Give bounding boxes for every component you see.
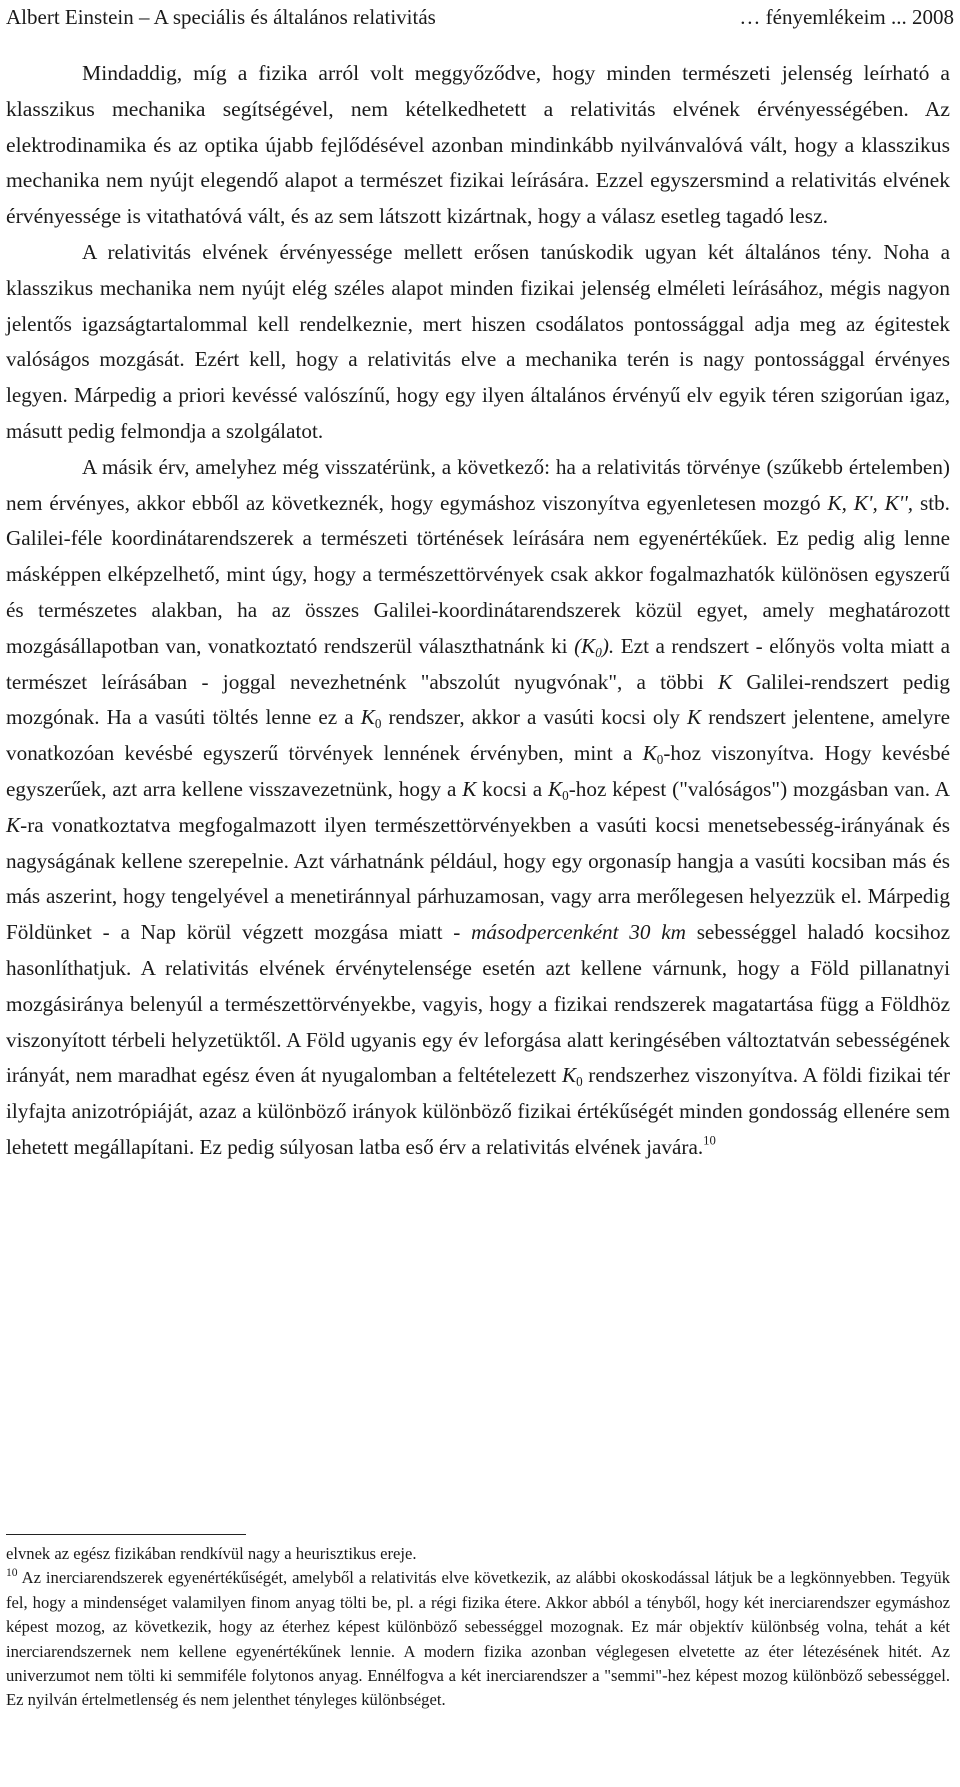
footnote-10 bbox=[6, 1566, 950, 1712]
p3-text: -ra vonatkoztatva megfogalmazott ilyen természettörvényekben a vasúti kocsi menetsebesség-irányának és nagyságának kellene szerepelnie. Azt várhatnánk például, hogy egy orgonasíp hangja a vasúti kocsiban más és más aszerint, hogy tengelyével a menetiránnyal párhuzamosan, vagy arra merőlegesen helyezzük el. Márpedig Földünket - a Nap körül végzett mozgása miatt - bbox=[6, 812, 950, 945]
footnote-continuation: elvnek az egész fizikában rendkívül nagy a heurisztikus ereje. bbox=[6, 1544, 417, 1563]
p3-text: sebességgel haladó kocsihoz hasonlíthatjuk. A relativitás elvének érvénytelensége esetén azt kellene várnunk, hogy a Föld pillanatnyi mozgásiránya belenyúl a természettörvényekbe, vagyis, hogy a fizikai rendszerek magatartása függ a Földhöz viszonyított térbeli helyzetüktől. A Föld ugyanis egy év leforgása alatt keringésében változtatván sebességének irányát, nem maradhat egész éven át nyugalomban a feltételezett bbox=[6, 920, 950, 1088]
main-text bbox=[6, 56, 950, 1166]
subscript-zero: 0 bbox=[595, 644, 602, 660]
footnote-ref-10[interactable]: 10 bbox=[703, 1133, 716, 1148]
p3-text: Ezt a rendszert - előnyös volta miatt a természet leírásában - joggal nevezhetnénk "abszolút nyugvónak", a többi bbox=[6, 633, 951, 694]
p3-text: rendszert jelentene, amelyre vonatkozóan kevésbé egyszerű törvények lennének érvényben, mint a bbox=[6, 705, 950, 766]
paragraph-1: Mindaddig, míg a fizika arról volt meggyőződve, hogy minden természeti jelenség leírható a klasszikus mechanika segítségével, nem kételkedhetett a relativitás elvének érvényességében. Az elektrodinamika és az optika újabb fejlődésével azonban mindinkább nyilvánvalóvá vált, hogy a klasszikus mechanika nem nyújt elegendő alapot a természet fizikai leírására. Ezzel egyszersmind a relativitás elvének érvényessége is vitathatóvá vált, és az sem látszott kizártnak, hogy a válasz esetleg tagadó lesz. bbox=[6, 61, 950, 229]
symbol-k: K bbox=[360, 705, 375, 730]
footnote-number: 10 bbox=[6, 1566, 18, 1580]
p3-text: Galilei-rendszert pedig mozgónak. Ha a vasúti töltés lenne ez a bbox=[6, 669, 950, 730]
symbol-k: K bbox=[548, 776, 563, 801]
p3-italic bbox=[574, 634, 614, 658]
p3-italic: másodpercenként 30 km bbox=[471, 920, 686, 945]
p3-text: -hoz képest ("valóságos") mozgásban van. A bbox=[568, 776, 950, 801]
footnote-separator bbox=[6, 1534, 246, 1535]
p3-text: rendszer, akkor a vasúti kocsi oly bbox=[381, 705, 688, 730]
subscript-zero: 0 bbox=[374, 716, 382, 732]
subscript-zero: 0 bbox=[656, 752, 664, 768]
symbol-k: K bbox=[462, 776, 477, 801]
p3-italic-close: ). bbox=[601, 633, 615, 658]
paragraph-2: A relativitás elvének érvényessége mellett erősen tanúskodik ugyan két általános tény. Noha a klasszikus mechanika nem nyújt elég széles alapot minden fizikai jelenség elméleti leírásához, mégis nagyon jelentős igazságtartalommal kell rendelkeznie, mert hiszen csodálatos pontossággal adja meg az égitestek valóságos mozgását. Ezért kell, hogy a relativitás elve a mechanika terén is nagy pontossággal érvényes legyen. Márpedig a priori kevéssé valószínű, hogy egy ilyen általános érvényű elv egyik téren szigorúan igaz, másutt pedig felmondja a szolgálatot. bbox=[6, 239, 950, 443]
p3-text: A másik érv, amelyhez még visszatérünk, a következő: ha a relativitás törvénye (szűkebb értelemben) nem érvényes, akkor ebből az következnék, hogy egymáshoz viszonyítva egyenletesen mozgó bbox=[6, 454, 950, 515]
p3-text: rendszerhez viszonyítva. A földi fizikai tér ilyfajta anizotrópiáját, azaz a különböző irányok különböző fizikai értékűségét minden gondosság ellenére sem lehetett megállapítani. Ez pedig súlyosan latba eső érv a relativitás elvének javára. bbox=[6, 1063, 951, 1159]
running-header bbox=[6, 0, 954, 34]
symbol-k: K bbox=[717, 669, 733, 694]
p3-text: kocsi a bbox=[476, 776, 548, 801]
symbol-k: K bbox=[687, 705, 702, 730]
symbol-k0: (K bbox=[574, 633, 596, 658]
p3-text: -hoz viszonyítva. Hogy kevésbé egyszerűek, azt arra kellene visszavezetnünk, hogy a bbox=[6, 741, 950, 801]
symbol-k: K bbox=[561, 1063, 577, 1088]
symbol-k: K bbox=[6, 812, 21, 837]
header-note: … fényemlékeim ... 2008 bbox=[739, 5, 954, 29]
p3-italic: K, K', K'', bbox=[827, 490, 914, 515]
footnotes bbox=[6, 1542, 950, 1713]
footnote-text: Az inerciarendszerek egyenértékűségét, amelyből a relativitás elve következik, az alábbi okoskodással látjuk be a legkönnyebben. Tegyük fel, hogy a mindenséget valamilyen finom anyag tölti be, pl. a régi fizika étere. Akkor abból a tényből, hogy két inerciarendszer egymáshoz képest mozog, az következik, hogy az éterhez képest különböző sebességgel mozognak. Ez már objektív különbség volna, tehát a két inerciarendszernek nem kellene egyenértékűnek lennie. A modern fizika azonban véglegesen elvetette az éter létezésének hitét. Az univerzumot nem tölti ki semmiféle folytonos anyag. Ennélfogva a két inerciarendszer a "semmi"-hez képest mozog különböző sebességgel. Ez nyilván értelmetlenség és nem jelenthet tényleges különbséget. bbox=[6, 1568, 950, 1710]
symbol-k: K bbox=[642, 741, 657, 766]
p3-text: stb. Galilei-féle koordinátarendszerek a természeti történések leírására nem egyenértékűek. Ez pedig alig lenne másképpen elképzelhető, mint úgy, hogy a természettörvények csak akkor fogalmazhatók különösen egyszerű és természetes alakban, ha az összes Galilei-koordinátarendszerek közül egyet, amely meghatározott mozgásállapotban van, vonatkoztató rendszerül választhatnánk ki bbox=[6, 490, 950, 658]
subscript-zero: 0 bbox=[576, 1074, 583, 1090]
header-title: Albert Einstein – A speciális és általános relativitás bbox=[6, 5, 436, 29]
paragraph-3 bbox=[6, 450, 950, 1166]
subscript-zero: 0 bbox=[562, 787, 569, 803]
